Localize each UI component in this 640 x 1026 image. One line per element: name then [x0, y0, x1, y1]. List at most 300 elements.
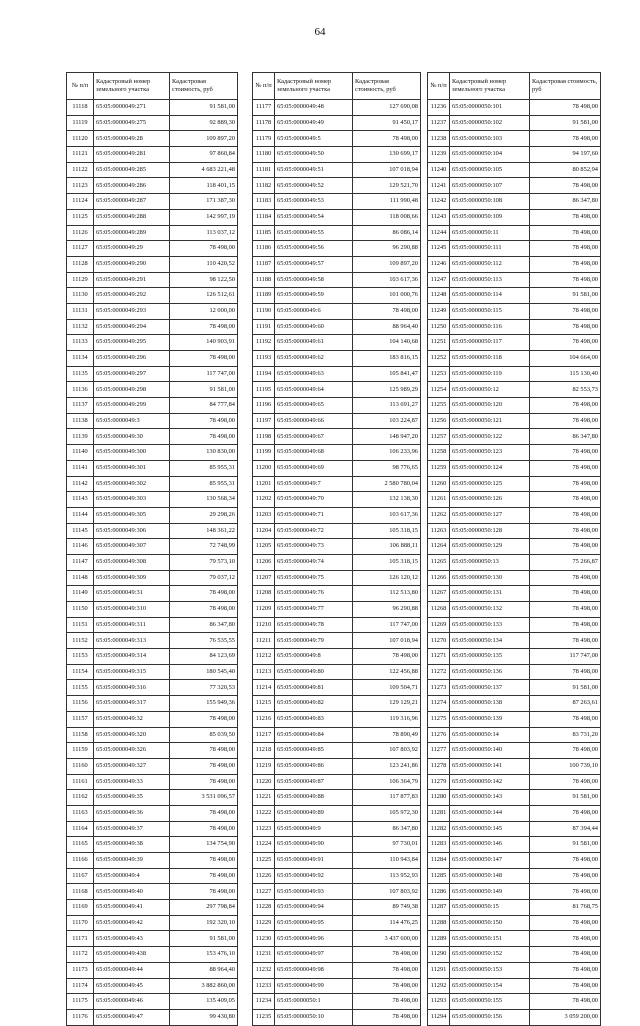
table-header-row — [67, 73, 238, 100]
cadastral-cost: 78 498,00 — [530, 539, 601, 555]
table-row — [67, 915, 238, 931]
cadastral-number: 65:05:0000050:144 — [450, 805, 530, 821]
table-row — [253, 303, 421, 319]
row-number: 11205 — [253, 539, 275, 555]
cadastral-number: 65:05:0000049:73 — [275, 539, 353, 555]
row-number: 11163 — [67, 805, 94, 821]
row-number: 11287 — [428, 900, 450, 916]
table-row — [253, 398, 421, 414]
table-row — [253, 633, 421, 649]
table-row — [253, 476, 421, 492]
table-row — [253, 758, 421, 774]
row-number: 11210 — [253, 617, 275, 633]
table-row — [253, 837, 421, 853]
cadastral-cost: 78 498,00 — [170, 821, 238, 837]
table-row — [67, 696, 238, 712]
table-row — [428, 805, 601, 821]
row-number: 11121 — [67, 147, 94, 163]
cadastral-cost: 78 498,00 — [530, 664, 601, 680]
row-number: 11175 — [67, 994, 94, 1010]
cadastral-number: 65:05:0000049:58 — [275, 272, 353, 288]
cadastral-cost: 78 498,00 — [530, 398, 601, 414]
table-row — [428, 884, 601, 900]
table-row — [67, 805, 238, 821]
row-number: 11184 — [253, 209, 275, 225]
cadastral-number: 65:05:0000050:139 — [450, 711, 530, 727]
cadastral-number: 65:05:0000049:295 — [94, 335, 170, 351]
row-number: 11231 — [253, 947, 275, 963]
cadastral-number: 65:05:0000049:327 — [94, 758, 170, 774]
cadastral-cost: 78 498,00 — [353, 131, 421, 147]
row-number: 11187 — [253, 256, 275, 272]
table-row — [67, 931, 238, 947]
row-number: 11167 — [67, 868, 94, 884]
cadastral-cost: 78 498,00 — [530, 978, 601, 994]
table-row — [253, 209, 421, 225]
cadastral-cost: 78 498,00 — [530, 523, 601, 539]
cadastral-cost: 78 498,00 — [530, 617, 601, 633]
cadastral-cost: 105 318,15 — [353, 523, 421, 539]
row-number: 11195 — [253, 382, 275, 398]
cadastral-cost: 129 129,21 — [353, 696, 421, 712]
row-number: 11120 — [67, 131, 94, 147]
cadastral-number: 65:05:0000049:84 — [275, 727, 353, 743]
table-row — [428, 790, 601, 806]
row-number: 11169 — [67, 900, 94, 916]
row-number: 11147 — [67, 554, 94, 570]
cadastral-cost: 103 224,87 — [353, 413, 421, 429]
row-number: 11134 — [67, 351, 94, 367]
cadastral-number: 65:05:0000050:150 — [450, 915, 530, 931]
row-number: 11228 — [253, 900, 275, 916]
table-row — [67, 758, 238, 774]
table-row — [67, 241, 238, 257]
table-row — [67, 335, 238, 351]
table-row — [253, 445, 421, 461]
table-row — [253, 727, 421, 743]
cadastral-number: 65:05:0000049:6 — [275, 303, 353, 319]
cadastral-number: 65:05:0000050:133 — [450, 617, 530, 633]
row-number: 11238 — [428, 131, 450, 147]
row-number: 11277 — [428, 743, 450, 759]
cadastral-cost: 106 364,79 — [353, 774, 421, 790]
cadastral-number: 65:05:0000049:91 — [275, 853, 353, 869]
cadastral-cost: 104 664,00 — [530, 351, 601, 367]
table-row — [428, 178, 601, 194]
row-number: 11237 — [428, 115, 450, 131]
row-number: 11293 — [428, 994, 450, 1010]
cadastral-cost: 96 290,88 — [353, 602, 421, 618]
cadastral-cost: 107 803,92 — [353, 884, 421, 900]
row-number: 11161 — [67, 774, 94, 790]
table-row — [253, 931, 421, 947]
row-number: 11126 — [67, 225, 94, 241]
row-number: 11282 — [428, 821, 450, 837]
row-number: 11157 — [67, 711, 94, 727]
cadastral-cost: 78 498,00 — [530, 743, 601, 759]
cadastral-cost: 148 947,20 — [353, 429, 421, 445]
table-row — [428, 554, 601, 570]
row-number: 11180 — [253, 147, 275, 163]
row-number: 11220 — [253, 774, 275, 790]
cadastral-cost: 106 888,11 — [353, 539, 421, 555]
row-number: 11263 — [428, 523, 450, 539]
cadastral-number: 65:05:0000049:50 — [275, 147, 353, 163]
cadastral-cost: 2 580 780,04 — [353, 476, 421, 492]
header-cadastral-number: Кадастровый номер земельного участка — [275, 73, 353, 100]
row-number: 11250 — [428, 319, 450, 335]
cadastral-number: 65:05:0000049:308 — [94, 554, 170, 570]
cadastral-cost: 91 581,00 — [530, 288, 601, 304]
cadastral-number: 65:05:0000050:145 — [450, 821, 530, 837]
cadastral-number: 65:05:0000049:90 — [275, 837, 353, 853]
cadastral-cost: 78 498,00 — [530, 570, 601, 586]
cadastral-number: 65:05:0000049:70 — [275, 492, 353, 508]
cadastral-number: 65:05:0000049:75 — [275, 570, 353, 586]
cadastral-cost: 75 266,87 — [530, 554, 601, 570]
cadastral-cost: 78 498,00 — [170, 758, 238, 774]
cadastral-cost: 78 498,00 — [530, 209, 601, 225]
cadastral-cost: 78 498,00 — [170, 429, 238, 445]
table-row — [253, 664, 421, 680]
cadastral-number: 65:05:0000049:37 — [94, 821, 170, 837]
cadastral-number: 65:05:0000050:13 — [450, 554, 530, 570]
cadastral-cost: 78 498,00 — [530, 774, 601, 790]
row-number: 11155 — [67, 680, 94, 696]
cadastral-cost: 78 498,00 — [530, 602, 601, 618]
row-number: 11273 — [428, 680, 450, 696]
cadastral-number: 65:05:0000050:130 — [450, 570, 530, 586]
table-row — [428, 523, 601, 539]
table-row — [428, 115, 601, 131]
cadastral-cost: 100 739,10 — [530, 758, 601, 774]
table-row — [428, 602, 601, 618]
cadastral-number: 65:05:0000049:62 — [275, 351, 353, 367]
row-number: 11209 — [253, 602, 275, 618]
table-row — [67, 147, 238, 163]
row-number: 11183 — [253, 194, 275, 210]
table-row — [67, 492, 238, 508]
cadastral-cost: 134 754,90 — [170, 837, 238, 853]
row-number: 11127 — [67, 241, 94, 257]
row-number: 11269 — [428, 617, 450, 633]
cadastral-number: 65:05:0000050:107 — [450, 178, 530, 194]
row-number: 11177 — [253, 100, 275, 116]
cadastral-number: 65:05:0000049:300 — [94, 445, 170, 461]
cadastral-cost: 82 553,73 — [530, 382, 601, 398]
table-row — [67, 1009, 238, 1025]
table-header-row — [428, 73, 601, 100]
row-number: 11218 — [253, 743, 275, 759]
cadastral-number: 65:05:0000049:39 — [94, 853, 170, 869]
cadastral-number: 65:05:0000050:152 — [450, 947, 530, 963]
table-row — [428, 335, 601, 351]
cadastral-cost: 192 320,10 — [170, 915, 238, 931]
cadastral-cost: 80 852,94 — [530, 162, 601, 178]
cadastral-number: 65:05:0000049:83 — [275, 711, 353, 727]
cadastral-cost: 126 120,12 — [353, 570, 421, 586]
cadastral-number: 65:05:0000050:155 — [450, 994, 530, 1010]
cadastral-cost: 97 860,84 — [170, 147, 238, 163]
cadastral-cost: 85 039,50 — [170, 727, 238, 743]
row-number: 11129 — [67, 272, 94, 288]
table-row — [253, 178, 421, 194]
cadastral-cost: 78 498,00 — [353, 1009, 421, 1025]
cadastral-number: 65:05:0000049:281 — [94, 147, 170, 163]
table-row — [253, 602, 421, 618]
cadastral-number: 65:05:0000049:97 — [275, 947, 353, 963]
cadastral-cost: 109 504,71 — [353, 680, 421, 696]
cadastral-cost: 78 498,00 — [170, 351, 238, 367]
cadastral-number: 65:05:0000049:30 — [94, 429, 170, 445]
cadastral-number: 65:05:0000050:128 — [450, 523, 530, 539]
table-row — [253, 194, 421, 210]
cadastral-cost: 78 498,00 — [530, 272, 601, 288]
row-number: 11212 — [253, 649, 275, 665]
table-row — [67, 507, 238, 523]
cadastral-number: 65:05:0000049:316 — [94, 680, 170, 696]
cadastral-cost: 78 498,00 — [530, 586, 601, 602]
table-row — [67, 460, 238, 476]
table-row — [428, 162, 601, 178]
cadastral-number: 65:05:0000049:49 — [275, 115, 353, 131]
cadastral-cost: 76 535,55 — [170, 633, 238, 649]
table-row — [428, 460, 601, 476]
row-number: 11158 — [67, 727, 94, 743]
cadastral-number: 65:05:0000049:57 — [275, 256, 353, 272]
cadastral-cost: 119 316,96 — [353, 711, 421, 727]
cadastral-cost: 78 498,00 — [170, 413, 238, 429]
table-row — [428, 225, 601, 241]
cadastral-cost: 113 691,27 — [353, 398, 421, 414]
cadastral-number: 65:05:0000049:85 — [275, 743, 353, 759]
cadastral-cost: 92 889,30 — [170, 115, 238, 131]
row-number: 11260 — [428, 476, 450, 492]
row-number: 11174 — [67, 978, 94, 994]
cadastral-number: 65:05:0000049:271 — [94, 100, 170, 116]
cadastral-number: 65:05:0000049:41 — [94, 900, 170, 916]
cadastral-number: 65:05:0000050:154 — [450, 978, 530, 994]
cadastral-number: 65:05:0000050:135 — [450, 649, 530, 665]
row-number: 11290 — [428, 947, 450, 963]
cadastral-table-middle — [252, 72, 421, 1026]
row-number: 11193 — [253, 351, 275, 367]
cadastral-cost: 78 498,00 — [530, 492, 601, 508]
table-row — [67, 790, 238, 806]
table-row — [428, 398, 601, 414]
row-number: 11122 — [67, 162, 94, 178]
table-row — [428, 727, 601, 743]
cadastral-number: 65:05:0000049:45 — [94, 978, 170, 994]
table-row — [428, 476, 601, 492]
cadastral-number: 65:05:0000050:104 — [450, 147, 530, 163]
table-row — [67, 962, 238, 978]
cadastral-number: 65:05:0000049:3 — [94, 413, 170, 429]
table-row — [67, 664, 238, 680]
table-row — [67, 178, 238, 194]
row-number: 11280 — [428, 790, 450, 806]
cadastral-cost: 78 498,00 — [530, 178, 601, 194]
cadastral-number: 65:05:0000050:148 — [450, 868, 530, 884]
cadastral-cost: 85 955,31 — [170, 476, 238, 492]
cadastral-cost: 99 430,80 — [170, 1009, 238, 1025]
cadastral-number: 65:05:0000049:307 — [94, 539, 170, 555]
table-row — [428, 633, 601, 649]
cadastral-number: 65:05:0000049:299 — [94, 398, 170, 414]
cadastral-number: 65:05:0000049:310 — [94, 602, 170, 618]
table-row — [253, 413, 421, 429]
row-number: 11145 — [67, 523, 94, 539]
table-row — [253, 570, 421, 586]
row-number: 11192 — [253, 335, 275, 351]
table-row — [428, 303, 601, 319]
cadastral-cost: 78 498,00 — [353, 947, 421, 963]
cadastral-number: 65:05:0000050:120 — [450, 398, 530, 414]
table-row — [253, 131, 421, 147]
cadastral-cost: 180 545,40 — [170, 664, 238, 680]
row-number: 11200 — [253, 460, 275, 476]
cadastral-number: 65:05:0000049:69 — [275, 460, 353, 476]
cadastral-number: 65:05:0000050:142 — [450, 774, 530, 790]
cadastral-number: 65:05:0000050:108 — [450, 194, 530, 210]
row-number: 11214 — [253, 680, 275, 696]
cadastral-number: 65:05:0000050:109 — [450, 209, 530, 225]
cadastral-cost: 86 347,80 — [170, 617, 238, 633]
cadastral-number: 65:05:0000050:124 — [450, 460, 530, 476]
cadastral-cost: 118 008,66 — [353, 209, 421, 225]
cadastral-cost: 78 498,00 — [530, 805, 601, 821]
table-row — [67, 131, 238, 147]
table-row — [253, 853, 421, 869]
cadastral-cost: 78 498,00 — [530, 507, 601, 523]
cadastral-cost: 78 498,00 — [170, 602, 238, 618]
cadastral-number: 65:05:0000050:147 — [450, 853, 530, 869]
table-row — [253, 586, 421, 602]
table-row — [67, 602, 238, 618]
table-row — [428, 507, 601, 523]
cadastral-cost: 111 990,48 — [353, 194, 421, 210]
cadastral-number: 65:05:0000050:119 — [450, 366, 530, 382]
row-number: 11119 — [67, 115, 94, 131]
row-number: 11140 — [67, 445, 94, 461]
table-row — [428, 194, 601, 210]
cadastral-number: 65:05:0000049:36 — [94, 805, 170, 821]
cadastral-number: 65:05:0000049:5 — [275, 131, 353, 147]
cadastral-cost: 103 617,36 — [353, 272, 421, 288]
table-row — [428, 288, 601, 304]
table-row — [428, 413, 601, 429]
cadastral-cost: 88 964,40 — [353, 319, 421, 335]
row-number: 11149 — [67, 586, 94, 602]
cadastral-cost: 78 498,00 — [170, 711, 238, 727]
cadastral-number: 65:05:0000049:315 — [94, 664, 170, 680]
row-number: 11234 — [253, 994, 275, 1010]
row-number: 11186 — [253, 241, 275, 257]
cadastral-cost: 78 498,00 — [530, 241, 601, 257]
cadastral-number: 65:05:0000049:78 — [275, 617, 353, 633]
cadastral-number: 65:05:0000050:103 — [450, 131, 530, 147]
table-row — [428, 100, 601, 116]
cadastral-cost: 130 830,00 — [170, 445, 238, 461]
cadastral-number: 65:05:0000050:137 — [450, 680, 530, 696]
cadastral-cost: 135 409,05 — [170, 994, 238, 1010]
table-row — [428, 319, 601, 335]
cadastral-number: 65:05:0000050:132 — [450, 602, 530, 618]
header-num: № п/п — [67, 73, 94, 100]
table-row — [67, 100, 238, 116]
table-row — [253, 162, 421, 178]
cadastral-cost: 84 777,84 — [170, 398, 238, 414]
table-row — [253, 962, 421, 978]
row-number: 11246 — [428, 256, 450, 272]
table-row — [67, 586, 238, 602]
table-row — [428, 696, 601, 712]
table-row — [253, 774, 421, 790]
cadastral-number: 65:05:0000049:326 — [94, 743, 170, 759]
row-number: 11207 — [253, 570, 275, 586]
row-number: 11170 — [67, 915, 94, 931]
table-row — [428, 649, 601, 665]
row-number: 11176 — [67, 1009, 94, 1025]
table-row — [428, 774, 601, 790]
cadastral-cost: 132 138,30 — [353, 492, 421, 508]
cadastral-cost: 78 498,00 — [530, 931, 601, 947]
cadastral-number: 65:05:0000049:29 — [94, 241, 170, 257]
cadastral-number: 65:05:0000049:64 — [275, 382, 353, 398]
table-row — [428, 680, 601, 696]
row-number: 11258 — [428, 445, 450, 461]
row-number: 11274 — [428, 696, 450, 712]
cadastral-number: 65:05:0000050:146 — [450, 837, 530, 853]
cadastral-cost: 91 581,00 — [530, 115, 601, 131]
table-row — [253, 900, 421, 916]
row-number: 11268 — [428, 602, 450, 618]
table-row — [428, 131, 601, 147]
cadastral-cost: 91 581,00 — [170, 382, 238, 398]
cadastral-number: 65:05:0000049:290 — [94, 256, 170, 272]
cadastral-cost: 78 498,00 — [170, 743, 238, 759]
row-number: 11142 — [67, 476, 94, 492]
row-number: 11196 — [253, 398, 275, 414]
table-row — [67, 225, 238, 241]
cadastral-number: 65:05:0000049:31 — [94, 586, 170, 602]
table-row — [67, 853, 238, 869]
cadastral-cost: 78 498,00 — [353, 303, 421, 319]
row-number: 11255 — [428, 398, 450, 414]
cadastral-number: 65:05:0000050:121 — [450, 413, 530, 429]
table-row — [67, 774, 238, 790]
row-number: 11227 — [253, 884, 275, 900]
cadastral-cost: 78 498,00 — [530, 303, 601, 319]
cadastral-cost: 78 498,00 — [530, 915, 601, 931]
cadastral-number: 65:05:0000049:309 — [94, 570, 170, 586]
table-row — [253, 382, 421, 398]
cadastral-cost: 122 456,88 — [353, 664, 421, 680]
cadastral-cost: 107 018,94 — [353, 162, 421, 178]
table-row — [67, 351, 238, 367]
row-number: 11201 — [253, 476, 275, 492]
cadastral-cost: 117 877,83 — [353, 790, 421, 806]
row-number: 11232 — [253, 962, 275, 978]
cadastral-number: 65:05:0000049:89 — [275, 805, 353, 821]
cadastral-number: 65:05:0000050:123 — [450, 445, 530, 461]
row-number: 11173 — [67, 962, 94, 978]
row-number: 11125 — [67, 209, 94, 225]
cadastral-number: 65:05:0000050:102 — [450, 115, 530, 131]
cadastral-number: 65:05:0000049:4 — [94, 868, 170, 884]
cadastral-cost: 91 581,00 — [530, 680, 601, 696]
row-number: 11182 — [253, 178, 275, 194]
